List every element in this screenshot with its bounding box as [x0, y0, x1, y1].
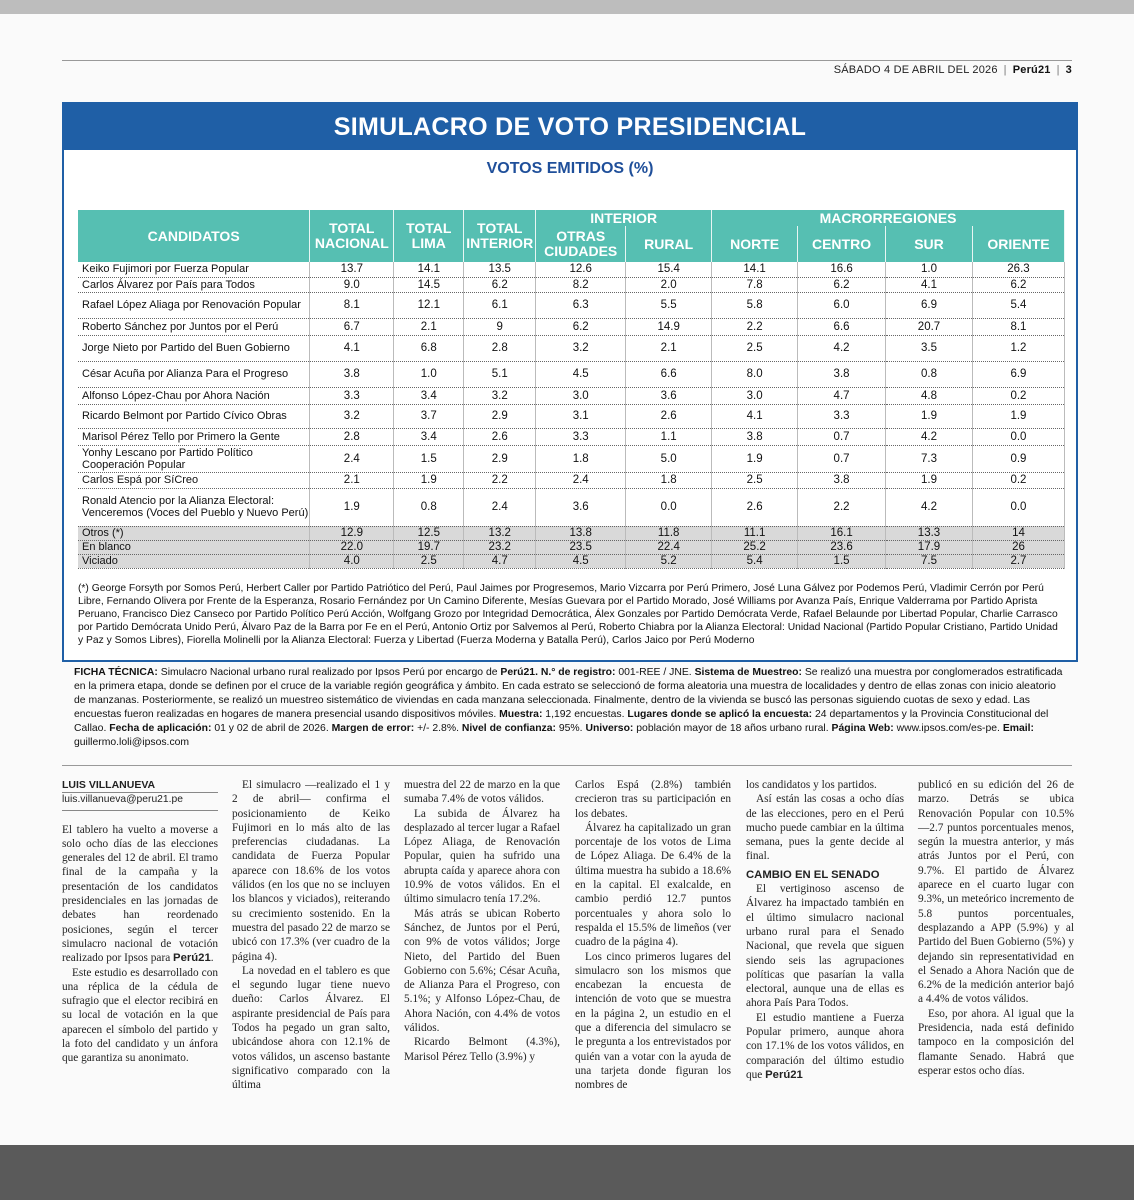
cell-value: 3.2 [310, 404, 394, 428]
cell-value: 5.8 [712, 292, 798, 318]
brand-mention: Perú21 [765, 1068, 803, 1081]
ficha-tecnica [74, 666, 1064, 750]
header-interior: INTERIOR [536, 210, 712, 226]
cell-value: 22.0 [310, 540, 394, 554]
paragraph [746, 1011, 904, 1082]
cell-value: 3.5 [886, 335, 973, 361]
ficha-label: Nivel de confianza: [461, 723, 556, 734]
cell-value: 13.5 [464, 262, 536, 277]
cell-value: 0.7 [798, 445, 886, 472]
cell-value: 3.8 [310, 361, 394, 387]
cell-value: 0.8 [394, 488, 464, 526]
cell-value: 22.4 [626, 540, 712, 554]
paragraph: publicó en su edición del 26 de marzo. Detrás se ubica Renovación Popular con 10.5% —2.7 puntos porcentuales menos, según la muestra anterior, y más atrás Juntos por el Perú, con 9.7%. El partido de Álvarez aparece en el cuarto lugar con 9.3%, un meteórico incremento de 5.8 puntos porcentuales, desplazando a APP (5.9%) y al Partido del Buen Gobierno (5%) y dejando sin representatividad en el Senado a Ahora Nación que de 6.2% de la medición anterior bajó a 4.4% de votos válidos. [918, 779, 1074, 1006]
table-row [78, 445, 1065, 472]
cell-value: 14.9 [626, 318, 712, 335]
cell-name: En blanco [78, 540, 310, 554]
paragraph: El vertiginoso ascenso de Álvarez ha impactado también en el último simulacro nacional urbano rural para el Senado Nacional, que revela que siguen siendo seis las agrupaciones políticas que pasarían la valla electoral, aunque una de ellas es ahora País Para Todos. [746, 883, 904, 1010]
paragraph: Carlos Espá (2.8%) también crecieron tras su participación en los debates. [575, 779, 731, 820]
article-column-5 [746, 778, 904, 1082]
ficha-text: 01 y 02 de abril de 2026. [211, 723, 332, 734]
header-total-interior: TOTAL INTERIOR [464, 210, 536, 262]
cell-value: 3.8 [712, 428, 798, 445]
cell-value: 1.9 [886, 404, 973, 428]
cell-name: César Acuña por Alianza Para el Progreso [78, 361, 310, 387]
cell-value: 25.2 [712, 540, 798, 554]
cell-value: 15.4 [626, 262, 712, 277]
cell-name: Viciado [78, 554, 310, 568]
table-row [78, 361, 1065, 387]
cell-value: 3.4 [394, 387, 464, 404]
cell-value: 2.2 [712, 318, 798, 335]
cell-value: 4.2 [886, 428, 973, 445]
cell-value: 4.1 [310, 335, 394, 361]
ficha-text: Simulacro Nacional urbano rural realizado por Ipsos Perú por encargo de [157, 667, 501, 678]
paragraph: La subida de Álvarez ha desplazado al tercer lugar a Rafael López Aliaga, de Renovación Popular, quien ha sufrido una abrupta caída y aparece ahora con 10.9% de votos válidos. En el último simulacro tenía 17.2%. [404, 807, 560, 906]
cell-value: 8.2 [536, 277, 626, 292]
paragraph: Los cinco primeros lugares del simulacro son los mismos que encabezan la encuesta de intención de voto que se muestra en la página 2, un estudio en el que a diferencia del simulacro se le pregunta a los entrevistados por quién van a votar con la ayuda de una tarjeta donde figuran los nombres de [575, 950, 731, 1092]
cell-name: Ricardo Belmont por Partido Cívico Obras [78, 404, 310, 428]
author-email[interactable]: luis.villanueva@peru21.pe [62, 793, 218, 810]
cell-value: 4.1 [712, 404, 798, 428]
cell-value: 1.9 [310, 488, 394, 526]
paragraph: Álvarez ha capitalizado un gran porcentaje de los votos de Lima de López Aliaga. De 6.4% de la última muestra ha subido a 18.6% en la capital. El exalcalde, en cambio perdió 12.7 puntos porcentuales y ahora solo lo respalda el 15.5% de limeños (ver cuadro de la página 4). [575, 821, 731, 949]
cell-value: 4.7 [464, 554, 536, 568]
paragraph-text: . [210, 952, 214, 965]
ficha-label: FICHA TÉCNICA: [74, 667, 158, 678]
cell-name: Ronald Atencio por la Alianza Electoral: Venceremos (Voces del Pueblo y Nuevo Perú) [78, 488, 310, 526]
ficha-label: Muestra: [499, 709, 543, 720]
results-body [78, 262, 1065, 568]
table-row [78, 387, 1065, 404]
ficha-text: 001-REE / JNE. [615, 667, 695, 678]
cell-value: 3.3 [798, 404, 886, 428]
cell-value: 3.6 [536, 488, 626, 526]
paragraph: Eso, por ahora. Al igual que la Presidencia, nada está definido tampoco en la composición del flamante Senado. Habrá que esperar estos ocho días. [918, 1007, 1074, 1077]
cell-value: 0.9 [972, 445, 1064, 472]
cell-name: Alfonso López-Chau por Ahora Nación [78, 387, 310, 404]
cell-value: 4.5 [536, 554, 626, 568]
header-centro: CENTRO [798, 226, 886, 262]
cell-value: 3.3 [310, 387, 394, 404]
cell-value: 2.1 [394, 318, 464, 335]
cell-value: 14.5 [394, 277, 464, 292]
article-divider [62, 765, 1072, 766]
table-row [78, 540, 1065, 554]
cell-value: 6.0 [798, 292, 886, 318]
ficha-text: www.ipsos.com/es-pe. [893, 723, 1003, 734]
cell-value: 0.8 [886, 361, 973, 387]
cell-value: 6.7 [310, 318, 394, 335]
poll-title: SIMULACRO DE VOTO PRESIDENCIAL [64, 104, 1076, 150]
cell-value: 2.6 [712, 488, 798, 526]
page-header [834, 64, 1072, 76]
cell-value: 4.5 [536, 361, 626, 387]
header-macrorregiones: MACRORREGIONES [712, 210, 1065, 226]
cell-value: 6.2 [464, 277, 536, 292]
cell-name: Yonhy Lescano por Partido Político Cooperación Popular [78, 445, 310, 472]
cell-value: 2.9 [464, 404, 536, 428]
header-rural: RURAL [626, 226, 712, 262]
cell-value: 4.1 [886, 277, 973, 292]
cell-value: 20.7 [886, 318, 973, 335]
table-row [78, 554, 1065, 568]
cell-value: 0.7 [798, 428, 886, 445]
cell-value: 0.0 [972, 428, 1064, 445]
ficha-label: Página Web: [831, 723, 894, 734]
header-candidatos: CANDIDATOS [78, 210, 310, 262]
cell-name: Carlos Espá por SíCreo [78, 472, 310, 488]
ficha-text: 1,192 encuestas. [542, 709, 628, 720]
article-column-1 [62, 778, 218, 1066]
cell-value: 23.6 [798, 540, 886, 554]
cell-value: 16.1 [798, 526, 886, 540]
cell-name: Rafael López Aliaga por Renovación Popular [78, 292, 310, 318]
cell-value: 3.8 [798, 472, 886, 488]
header-brand: Perú21 [1012, 64, 1051, 76]
poll-subtitle: VOTOS EMITIDOS (%) [486, 160, 654, 177]
ficha-label: Margen de error: [331, 723, 415, 734]
header-total-nacional: TOTAL NACIONAL [310, 210, 394, 262]
cell-value: 2.0 [626, 277, 712, 292]
paragraph-text: El tablero ha vuelto a moverse a solo ocho días de las elecciones generales del 12 de abril. El tramo final de la campaña y la presentación de los candidatos presidenciales en las jornadas de debates han reordenado posiciones, según el tercer simulacro nacional de votación realizado por Ipsos para [62, 823, 218, 965]
cell-value: 3.8 [798, 361, 886, 387]
ficha-text: población mayor de 18 años urbano rural. [633, 723, 832, 734]
cell-value: 5.4 [972, 292, 1064, 318]
cell-value: 2.6 [464, 428, 536, 445]
cell-value: 16.6 [798, 262, 886, 277]
poll-box [62, 102, 1078, 662]
table-row [78, 488, 1065, 526]
cell-value: 3.7 [394, 404, 464, 428]
cell-value: 6.2 [536, 318, 626, 335]
cell-value: 6.2 [798, 277, 886, 292]
cell-value: 2.4 [536, 472, 626, 488]
cell-value: 4.7 [798, 387, 886, 404]
paragraph: El simulacro —realizado el 1 y 2 de abril— confirma el posicionamiento de Keiko Fujimori en lo más alto de las preferencias ciudadanas. La candidata de Fuerza Popular aparece con 18.6% de los votos válidos (en los que no se incluyen los blancos y viciados), reiterando su crecimiento sostenido. En la muestra del pasado 22 de marzo se ubicó con 17.3% (ver cuadro de la página 4). [232, 779, 390, 963]
cell-value: 4.8 [886, 387, 973, 404]
paragraph: Ricardo Belmont (4.3%), Marisol Pérez Tello (3.9%) y [404, 1036, 560, 1063]
cell-value: 9.0 [310, 277, 394, 292]
header-sur: SUR [886, 226, 973, 262]
cell-value: 0.0 [972, 488, 1064, 526]
paragraph: La novedad en el tablero es que el segundo lugar tiene nuevo dueño: Carlos Álvarez. El aspirante presidencial de País para Todos ha pegado un gran salto, ubicándose ahora con 12.1% de votos válidos, un ascenso bastante significativo comparado con la última [232, 964, 390, 1092]
cell-value: 5.1 [464, 361, 536, 387]
cell-value: 6.6 [798, 318, 886, 335]
table-row [78, 335, 1065, 361]
ficha-label: Email: [1002, 723, 1035, 734]
table-row [78, 277, 1065, 292]
cell-value: 1.1 [626, 428, 712, 445]
cell-value: 13.3 [886, 526, 973, 540]
ficha-label: Lugares donde se aplicó la encuesta: [627, 709, 813, 720]
cell-value: 6.6 [626, 361, 712, 387]
cell-value: 12.9 [310, 526, 394, 540]
cell-value: 1.0 [886, 262, 973, 277]
cell-value: 5.4 [712, 554, 798, 568]
cell-value: 1.9 [394, 472, 464, 488]
paragraph: Este estudio es desarrollado con una réplica de la cédula de sufragio que el elector recibirá en su local de votación en la que aparecen el símbolo del partido y la foto del candidato y un ánfora que garantiza su anonimato. [62, 966, 218, 1065]
cell-value: 2.5 [712, 472, 798, 488]
paragraph: los candidatos y los partidos. [746, 779, 877, 791]
cell-value: 4.0 [310, 554, 394, 568]
cell-value: 5.0 [626, 445, 712, 472]
cell-value: 8.1 [310, 292, 394, 318]
cell-value: 1.9 [712, 445, 798, 472]
cell-value: 14 [972, 526, 1064, 540]
cell-value: 2.5 [394, 554, 464, 568]
table-row [78, 526, 1065, 540]
cell-value: 4.2 [798, 335, 886, 361]
cell-value: 3.6 [626, 387, 712, 404]
header-total-lima: TOTAL LIMA [394, 210, 464, 262]
cell-value: 5.5 [626, 292, 712, 318]
cell-value: 2.4 [464, 488, 536, 526]
cell-value: 3.2 [464, 387, 536, 404]
cell-value: 23.5 [536, 540, 626, 554]
cell-value: 6.9 [886, 292, 973, 318]
cell-value: 12.5 [394, 526, 464, 540]
cell-value: 8.1 [972, 318, 1064, 335]
cell-value: 1.8 [536, 445, 626, 472]
cell-value: 13.8 [536, 526, 626, 540]
cell-value: 13.7 [310, 262, 394, 277]
cell-value: 1.5 [798, 554, 886, 568]
table-row [78, 292, 1065, 318]
cell-value: 14.1 [394, 262, 464, 277]
header-norte: NORTE [712, 226, 798, 262]
cell-value: 3.4 [394, 428, 464, 445]
cell-name: Roberto Sánchez por Juntos por el Perú [78, 318, 310, 335]
cell-value: 2.8 [464, 335, 536, 361]
cell-value: 14.1 [712, 262, 798, 277]
header-rule [62, 60, 1072, 61]
cell-value: 3.2 [536, 335, 626, 361]
ficha-text: guillermo.loli@ipsos.com [74, 737, 190, 748]
cell-value: 19.7 [394, 540, 464, 554]
ficha-text: 24 departamentos y la Provincia Constitucional del Callao. [74, 709, 1049, 734]
cell-value: 1.0 [394, 361, 464, 387]
cell-value: 5.2 [626, 554, 712, 568]
cell-value: 17.9 [886, 540, 973, 554]
paragraph: Más atrás se ubican Roberto Sánchez, de Juntos por el Perú, con 9% de votos válidos; Jorge Nieto, del Partido del Buen Gobierno con 5.6%; César Acuña, de Alianza Para el Progreso, con 5.1%; y Alfonso López-Chau, de Ahora Nación, con 4.4% de votos válidos. [404, 907, 560, 1035]
header-separator: | [1056, 64, 1060, 76]
cell-value: 1.8 [626, 472, 712, 488]
results-table [78, 210, 1065, 569]
article-column-6 [918, 778, 1074, 1078]
cell-value: 6.1 [464, 292, 536, 318]
table-row [78, 472, 1065, 488]
paragraph: Así están las cosas a ocho días de las elecciones, pero en el Perú mucho puede cambiar en la última semana, pues la gente decide al final. [746, 793, 904, 863]
cell-value: 12.1 [394, 292, 464, 318]
cell-value: 3.0 [536, 387, 626, 404]
cell-value: 6.2 [972, 277, 1064, 292]
paragraph [62, 823, 218, 966]
cell-value: 6.8 [394, 335, 464, 361]
cell-value: 3.1 [536, 404, 626, 428]
table-row [78, 262, 1065, 277]
cell-value: 3.0 [712, 387, 798, 404]
cell-name: Carlos Álvarez por País para Todos [78, 277, 310, 292]
article-column-4 [575, 778, 731, 1093]
cell-value: 2.4 [310, 445, 394, 472]
cell-value: 7.8 [712, 277, 798, 292]
cell-value: 6.3 [536, 292, 626, 318]
ficha-label: Perú21. N.° de registro: [500, 667, 616, 678]
page-number: 3 [1065, 64, 1072, 76]
bottom-bar [0, 1145, 1134, 1200]
cell-value: 1.9 [972, 404, 1064, 428]
cell-value: 1.5 [394, 445, 464, 472]
ficha-label: Fecha de aplicación: [109, 723, 212, 734]
ficha-text: 95%. [555, 723, 586, 734]
brand-mention: Perú21 [173, 952, 211, 965]
top-bar [0, 0, 1134, 14]
cell-value: 8.0 [712, 361, 798, 387]
header-otras-ciudades: OTRAS CIUDADES [536, 226, 626, 262]
cell-value: 11.8 [626, 526, 712, 540]
cell-value: 7.5 [886, 554, 973, 568]
cell-value: 1.2 [972, 335, 1064, 361]
cell-name: Marisol Pérez Tello por Primero la Gente [78, 428, 310, 445]
cell-value: 6.9 [972, 361, 1064, 387]
ficha-text: +/- 2.8%. [414, 723, 462, 734]
paragraph-text: El estudio mantiene a Fuerza Popular primero, aunque ahora con 17.1% de los votos válidos, en comparación del último estudio que [746, 1011, 904, 1081]
ficha-label: Universo: [585, 723, 634, 734]
cell-value: 0.0 [626, 488, 712, 526]
cell-value: 13.2 [464, 526, 536, 540]
cell-value: 0.2 [972, 387, 1064, 404]
cell-value: 26 [972, 540, 1064, 554]
article-column-2 [232, 778, 390, 1093]
cell-value: 2.5 [712, 335, 798, 361]
cell-value: 2.7 [972, 554, 1064, 568]
cell-value: 2.2 [798, 488, 886, 526]
cell-name: Jorge Nieto por Partido del Buen Gobierno [78, 335, 310, 361]
ficha-text: Se realizó una muestra por conglomerados estratificada en la primera etapa, donde se definen por el cruce de la variable región geográfica y ámbito. En cada estrato se seleccionó de forma aleatoria una muestra de localidades y dentro de ellas zonas con inicio aleatorio de manzanas. Posteriormente, se realizó un muestreo sistemático de viviendas en cada manzana seleccionada. Finalmente, dentro de la vivienda se buscó las personas siguiendo cuotas de sexo y edad. Las encuestas fueron realizadas en hogares de manera presencial usando dispositivos móviles. [74, 667, 1063, 720]
cell-value: 2.2 [464, 472, 536, 488]
ficha-label: Sistema de Muestreo: [694, 667, 802, 678]
table-footnote: (*) George Forsyth por Somos Perú, Herbert Caller por Partido Patriótico del Perú, Paul Jaimes por Progresemos, Mario Vizcarra por Perú Primero, José Luna Gálvez por Podemos Perú, Vladimir Cerrón por Perú Libre, Fernando Olivera por Frente de la Esperanza, Rosario Fernández por Un Camino Diferente, Mesías Guevara por el Partido Morado, José Williams por Avanza País, Enrique Valderrama por Partido Aprista Peruano, Francisco Diez Canseco por Partido Político Perú Acción, Wolfgang Grozo por Integridad Democrática, Álex Gonzales por Partido Demócrata Verde, Rafael Belaunde por Libertad Popular, Charlie Carrasco por Partido Demócrata Unido Perú, Álvaro Paz de la Barra por Fe en el Perú, Antonio Ortiz por Salvemos al Perú, Roberto Chiabra por la Alianza Electoral: Unidad Nacional (Partido Popular Cristiano, Partido Unidad y Paz y Somos Libres), Fiorella Molinelli por la Alianza Electoral: Fuerza y Libertad (Fuerza Moderna y Batalla Perú), Carlos Jaico por Perú Moderno [78, 583, 1058, 646]
cell-value: 0.2 [972, 472, 1064, 488]
cell-value: 23.2 [464, 540, 536, 554]
cell-value: 2.1 [626, 335, 712, 361]
header-separator: | [1003, 64, 1007, 76]
cell-value: 9 [464, 318, 536, 335]
table-row [78, 428, 1065, 445]
header-date: SÁBADO 4 DE ABRIL DEL 2026 [833, 64, 998, 76]
header-oriente: ORIENTE [972, 226, 1064, 262]
cell-value: 4.2 [886, 488, 973, 526]
cell-value: 11.1 [712, 526, 798, 540]
table-row [78, 404, 1065, 428]
article-column-3 [404, 778, 560, 1064]
cell-value: 2.1 [310, 472, 394, 488]
cell-value: 12.6 [536, 262, 626, 277]
author-name: LUIS VILLANUEVA [62, 778, 218, 793]
table-row [78, 318, 1065, 335]
cell-value: 2.9 [464, 445, 536, 472]
cell-name: Keiko Fujimori por Fuerza Popular [78, 262, 310, 277]
cell-value: 2.6 [626, 404, 712, 428]
cell-value: 3.3 [536, 428, 626, 445]
cell-value: 2.8 [310, 428, 394, 445]
cell-value: 26.3 [972, 262, 1064, 277]
cell-name: Otros (*) [78, 526, 310, 540]
cell-value: 7.3 [886, 445, 973, 472]
paragraph: muestra del 22 de marzo en la que sumaba 7.4% de votos válidos. [404, 779, 560, 806]
section-heading: CAMBIO EN EL SENADO [746, 868, 880, 881]
cell-value: 1.9 [886, 472, 973, 488]
